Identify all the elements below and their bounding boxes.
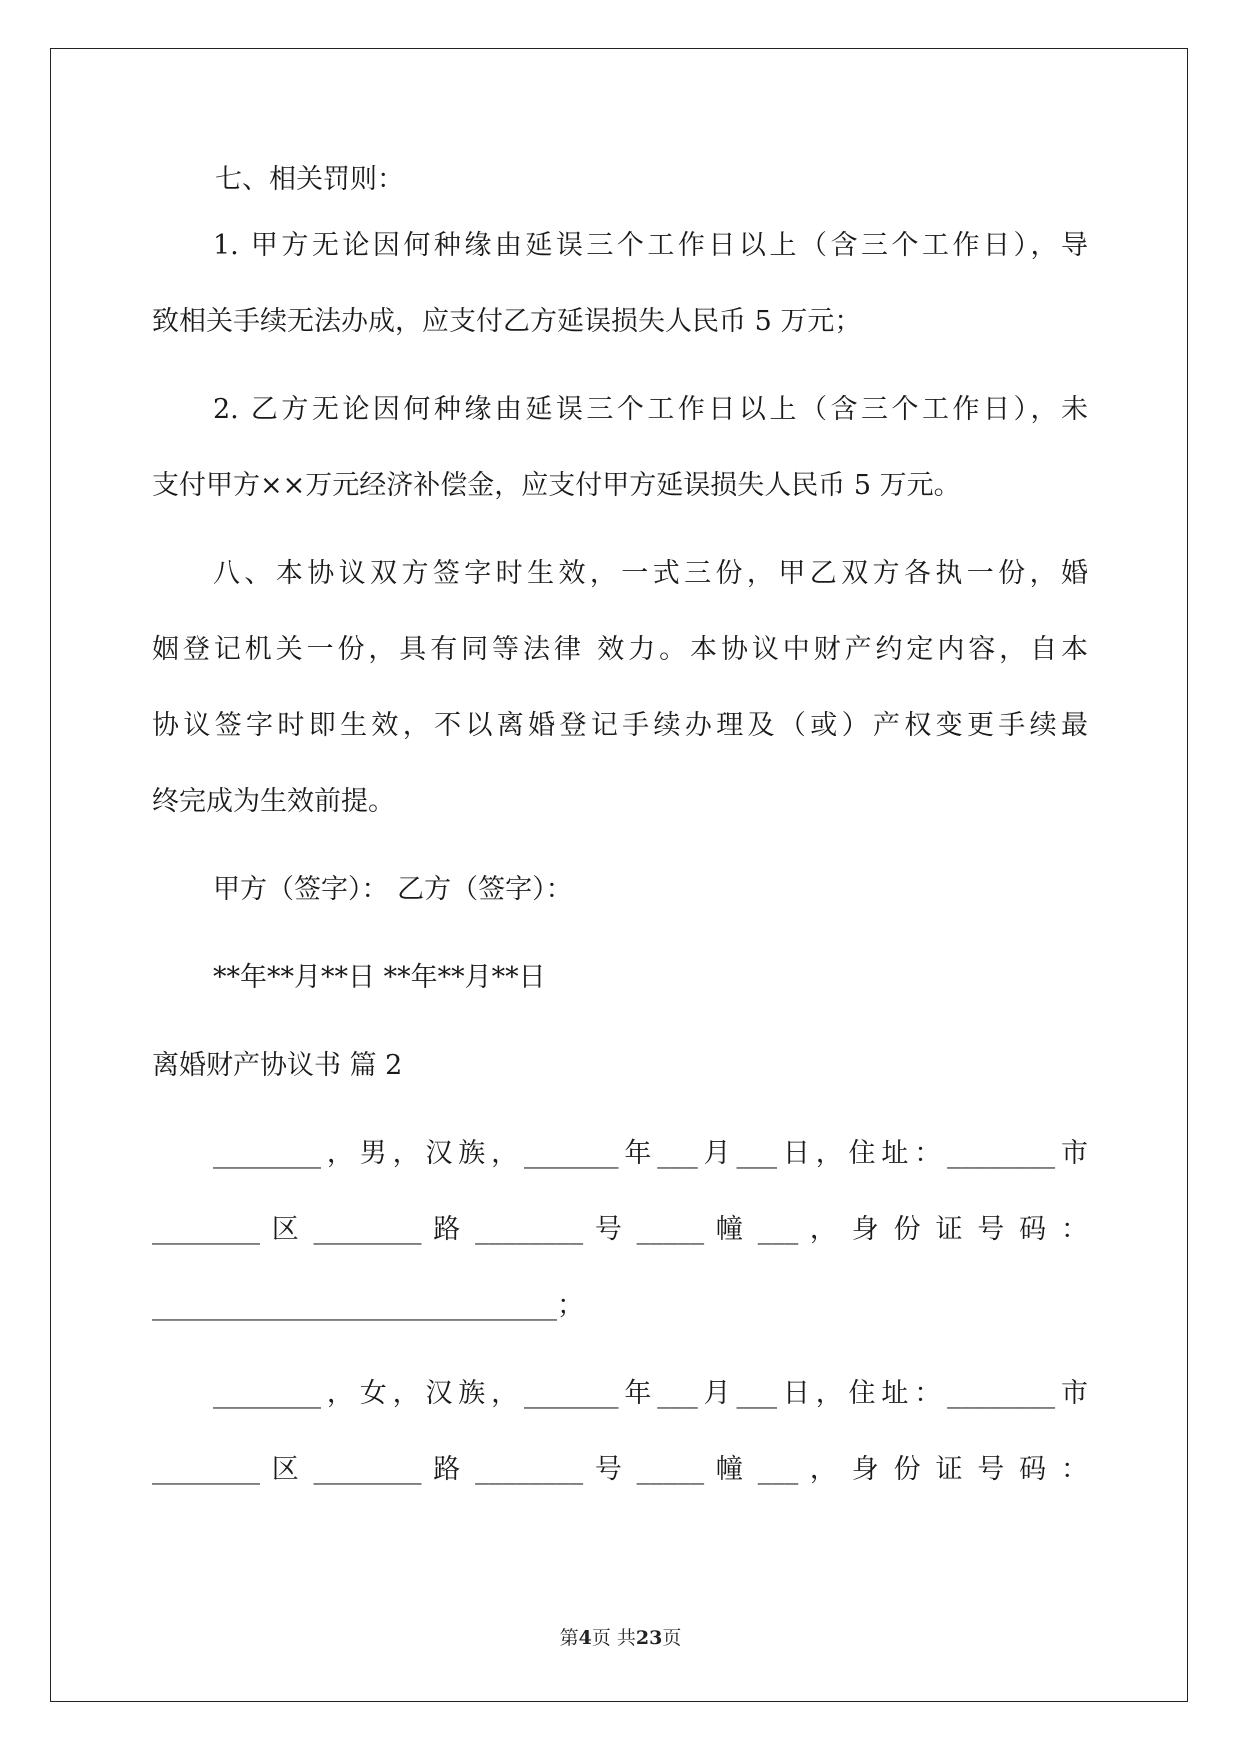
section-8-line-3: 协议签字时即生效，不以离婚登记手续办理及（或）产权变更手续最: [152, 710, 1088, 741]
section-8-line-2: 姻登记机关一份，具有同等法律 效力。本协议中财产约定内容，自本: [152, 634, 1088, 665]
clause-1-line-1: 1. 甲方无论因何种缘由延误三个工作日以上（含三个工作日），导: [213, 230, 1088, 261]
party-male-line-2: ________ 区 ________ 路 ________ 号 _____ 幢 ___ ， 身 份 证 号 码 ：: [152, 1214, 1088, 1245]
party-male-line-3: ______________________________；: [152, 1290, 584, 1321]
section-7-heading: 七、相关罚则：: [215, 164, 404, 195]
footer-prefix: 第: [559, 1627, 579, 1649]
footer-suffix: 页: [662, 1627, 682, 1649]
clause-2-line-2: 支付甲方××万元经济补偿金，应支付甲方延误损失人民币 5 万元。: [152, 470, 961, 501]
party-female-line-2: ________ 区 ________ 路 ________ 号 _____ 幢 ___ ， 身 份 证 号 码 ：: [152, 1454, 1088, 1485]
clause-1-line-2: 致相关手续无法办成，应支付乙方延误损失人民币 5 万元；: [152, 306, 862, 337]
signature-line: 甲方（签字）： 乙方（签字）：: [213, 874, 573, 905]
footer-total-pages: 23: [635, 1627, 663, 1649]
party-female-line-1: ________，女，汉族，_______年___月___日，住址：________市: [213, 1378, 1088, 1409]
section-8-line-4: 终完成为生效前提。: [152, 786, 395, 817]
footer-mid: 页 共: [591, 1627, 636, 1649]
clause-2-line-1: 2. 乙方无论因何种缘由延误三个工作日以上（含三个工作日），未: [213, 394, 1088, 425]
section-title: 离婚财产协议书 篇 2: [152, 1050, 403, 1081]
page-footer: [0, 1623, 1241, 1650]
section-8-line-1: 八、本协议双方签字时生效，一式三份，甲乙双方各执一份，婚: [213, 558, 1088, 589]
date-line: **年**月**日 **年**月**日: [213, 962, 546, 993]
footer-page-number: 4: [578, 1627, 592, 1649]
party-male-line-1: ________，男，汉族，_______年___月___日，住址：________市: [213, 1138, 1088, 1169]
